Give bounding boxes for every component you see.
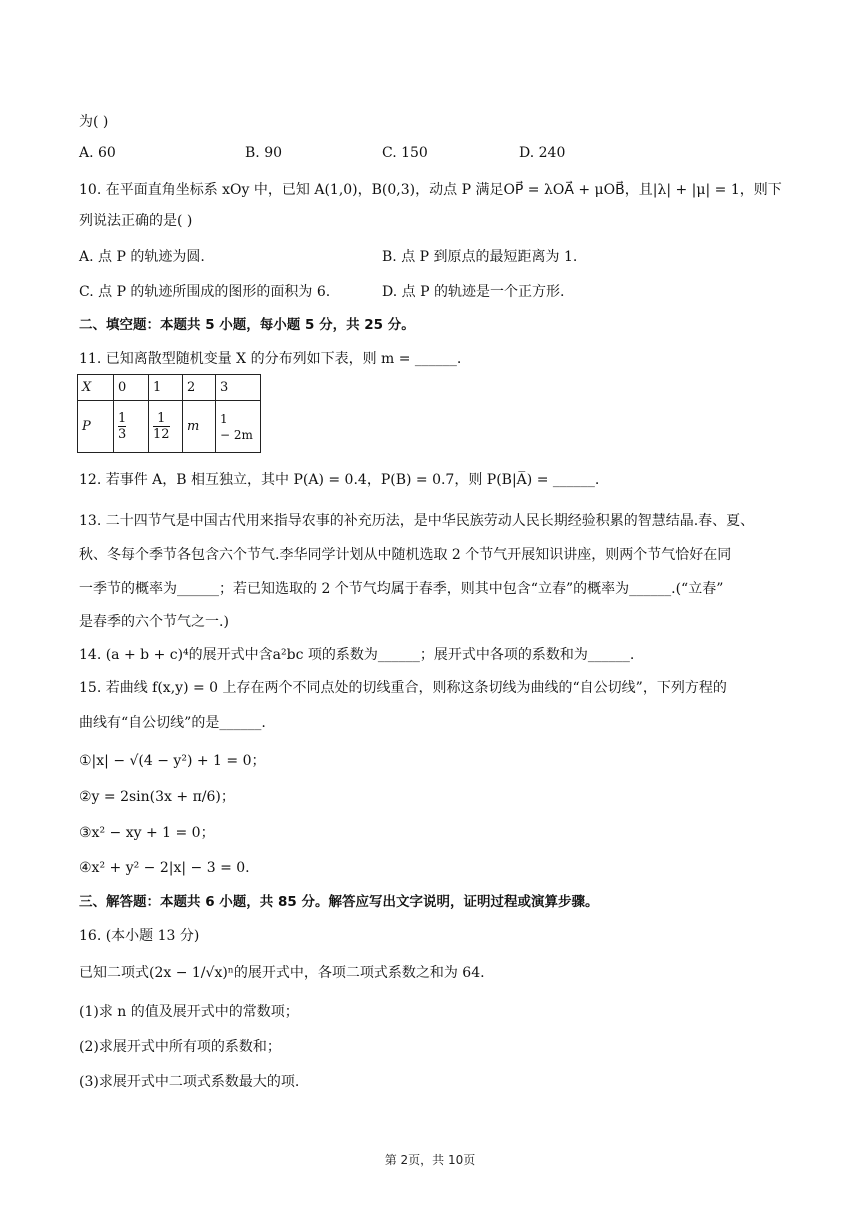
table-cell — [149, 401, 183, 453]
q15-item-1: ①|x| − √(4 − y²) + 1 = 0； — [79, 753, 266, 769]
table-row — [78, 401, 261, 453]
table-cell: 3 — [216, 375, 261, 401]
page-footer: 第 2页，共 10页 — [384, 1153, 476, 1167]
q15-line2: 曲线有“自公切线”的是______. — [79, 715, 266, 731]
q10-line1: 10. 在平面直角坐标系 xOy 中，已知 A(1,0)，B(0,3)，动点 P 满足OP⃗ = λOA⃗ + μOB⃗，且|λ| + |μ| = 1，则下 — [79, 182, 782, 198]
q15-line1: 15. 若曲线 f(x,y) = 0 上存在两个不同点处的切线重合，则称这条切线为曲线的“自公切线”，下列方程的 — [79, 680, 727, 696]
q16-stem: 已知二项式(2x − 1/√x)ⁿ的展开式中，各项二项式系数之和为 64. — [79, 965, 485, 981]
section-answer-heading: 三、解答题：本题共 6 小题，共 85 分。解答应写出文字说明，证明过程或演算步骤。 — [79, 894, 599, 910]
table-cell: P — [78, 401, 114, 453]
table-cell: 2 — [183, 375, 216, 401]
q15-item-3: ③x² − xy + 1 = 0； — [79, 825, 215, 841]
q9-options — [79, 145, 799, 165]
table-cell — [114, 401, 149, 453]
q9-tail: 为( ) — [79, 114, 109, 130]
q14-stem: 14. (a + b + c)⁴的展开式中含a²bc 项的系数为______；展开式中各项的系数和为______. — [79, 647, 635, 663]
q10-option-b: B. 点 P 到原点的最短距离为 1. — [382, 249, 578, 265]
q11-distribution-table — [77, 374, 261, 453]
q16-part-1: (1)求 n 的值及展开式中的常数项； — [79, 1004, 299, 1020]
q11-stem: 11. 已知离散型随机变量 X 的分布列如下表，则 m = ______. — [79, 351, 462, 367]
q10-option-a: A. 点 P 的轨迹为圆. — [79, 249, 205, 265]
table-cell: 0 — [114, 375, 149, 401]
q13-line4: 是春季的六个节气之一.) — [79, 614, 229, 630]
table-row — [78, 375, 261, 401]
q13-line2: 秋、冬每个季节各包含六个节气.李华同学计划从中随机选取 2 个节气开展知识讲座，则两个节气恰好在同 — [79, 547, 732, 563]
q9-option-b: B. 90 — [245, 145, 283, 161]
table-cell: 1 — [149, 375, 183, 401]
q13-line1: 13. 二十四节气是中国古代用来指导农事的补充历法，是中华民族劳动人民长期经验积累的智慧结晶.春、夏、 — [79, 513, 755, 529]
q9-option-c: C. 150 — [382, 145, 428, 161]
q10-option-d: D. 点 P 的轨迹是一个正方形. — [382, 284, 565, 300]
q15-item-2: ②y = 2sin(3x + π/6)； — [79, 789, 235, 805]
q10-options-row2 — [79, 281, 799, 301]
q16-part-3: (3)求展开式中二项式系数最大的项. — [79, 1074, 300, 1090]
q16-part-2: (2)求展开式中所有项的系数和； — [79, 1039, 281, 1055]
q10-line2: 列说法正确的是( ) — [79, 213, 193, 229]
q9-option-d: D. 240 — [519, 145, 566, 161]
fraction: $\frac{1}{3}$ — [118, 411, 127, 442]
fraction: $\frac{1}{12}$ — [153, 411, 170, 442]
table-cell: 1 − 2m — [216, 401, 261, 453]
section-fill-in-heading: 二、填空题：本题共 5 小题，每小题 5 分，共 25 分。 — [79, 317, 415, 333]
q16-heading: 16. (本小题 13 分) — [79, 928, 200, 944]
q9-option-a: A. 60 — [79, 145, 116, 161]
table-cell: X — [78, 375, 114, 401]
q15-item-4: ④x² + y² − 2|x| − 3 = 0. — [79, 860, 250, 876]
q10-options-row1 — [79, 246, 799, 266]
table-cell: m — [183, 401, 216, 453]
q12-stem: 12. 若事件 A，B 相互独立，其中 P(A) = 0.4，P(B) = 0.7，则 P(B|A̅) = ______. — [79, 472, 600, 488]
q13-line3: 一季节的概率为______；若已知选取的 2 个节气均属于春季，则其中包含“立春”的概率为______.(“立春” — [79, 581, 724, 597]
q10-option-c: C. 点 P 的轨迹所围成的图形的面积为 6. — [79, 284, 331, 300]
